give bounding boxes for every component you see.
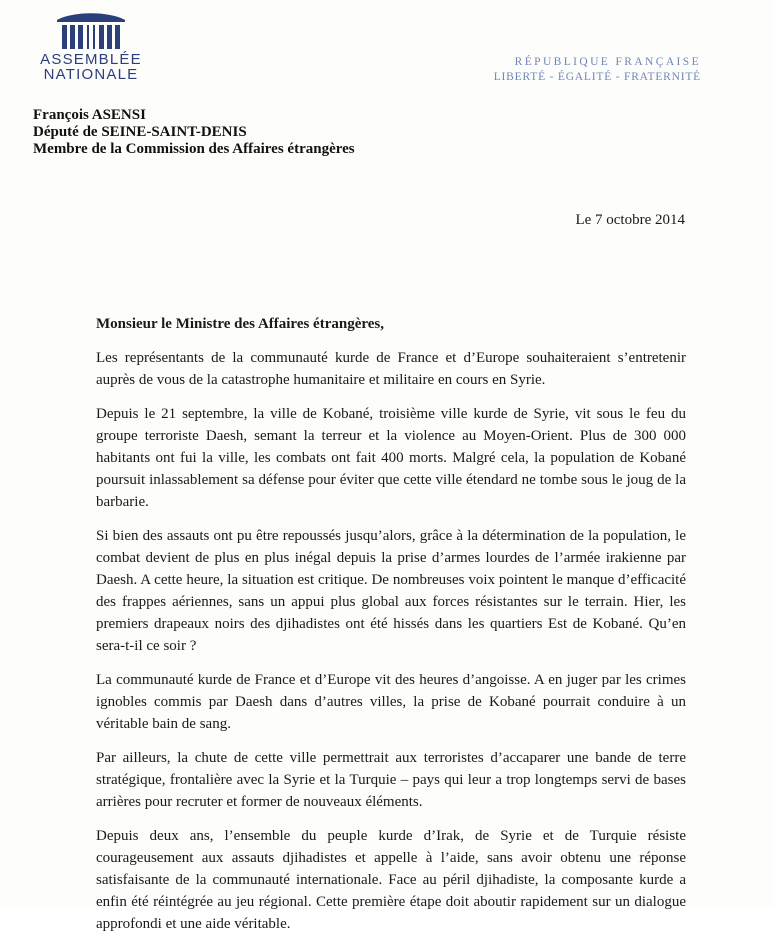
paragraph: Si bien des assauts ont pu être repoussés jusqu’alors, grâce à la détermination de la population, le combat devient de plus en plus inégal depuis la prise d’armes lourdes de l’armée irakienne par Daesh. A cette heure, la situation est critique. De nombreuses voix pointent le manque d’efficacité des frappes aériennes, sans un appui plus global aux forces résistantes sur le terrain. Hier, les premiers drapeaux noirs des djihadistes ont été hissés dans les quartiers Est de Kobané. Qu’en sera-t-il ce soir ?	[96, 528, 686, 654]
sender-block	[33, 107, 355, 158]
republic-title: RÉPUBLIQUE FRANÇAISE	[514, 56, 701, 68]
letter-body	[96, 313, 686, 947]
republic-motto: LIBERTÉ - ÉGALITÉ - FRATERNITÉ	[493, 71, 701, 83]
assemblee-nationale-columns-icon	[51, 8, 131, 52]
logo-text-line1: ASSEMBLÉE	[40, 51, 142, 68]
sender-role: Député de SEINE-SAINT-DENIS	[33, 124, 247, 140]
sender-commission: Membre de la Commission des Affaires étrangères	[33, 141, 355, 157]
paragraph: Les représentants de la communauté kurde de France et d’Europe souhaiteraient s’entretenir auprès de vous de la catastrophe humanitaire et militaire en cours en Syrie.	[96, 350, 686, 388]
republic-motto-block	[494, 55, 701, 85]
paragraph: Depuis deux ans, l’ensemble du peuple kurde d’Irak, de Syrie et de Turquie résiste courageusement aux assauts djihadistes et appelle à l’aide, sans avoir obtenu une réponse satisfaisante de la communauté internationale. Face au péril djihadiste, la composante kurde a enfin été réintégrée au jeu régional. Cette première étape doit aboutir rapidement sur un dialogue approfondi et une aide véritable.	[96, 828, 686, 932]
sender-name: François ASENSI	[33, 107, 146, 123]
assemblee-nationale-logo	[36, 8, 146, 82]
paragraph: La communauté kurde de France et d’Europe vit des heures d’angoisse. A en juger par les crimes ignobles commis par Daesh dans d’autres villes, la prise de Kobané pourrait conduire à un véritable bain de sang.	[96, 672, 686, 732]
letter-date: Le 7 octobre 2014	[575, 212, 685, 228]
salutation: Monsieur le Ministre des Affaires étrangères,	[96, 316, 385, 332]
paragraph: Depuis le 21 septembre, la ville de Kobané, troisième ville kurde de Syrie, vit sous le feu du groupe terroriste Daesh, semant la terreur et la violence au Moyen-Orient. Plus de 300 000 habitants ont fui la ville, les combats ont fait 400 morts. Malgré cela, la population de Kobané poursuit inlassablement sa défense pour éviter que cette ville étendard ne tombe sous le joug de la barbarie.	[96, 406, 686, 510]
logo-text-line2: NATIONALE	[43, 66, 139, 83]
paragraph: Par ailleurs, la chute de cette ville permettrait aux terroristes d’accaparer une bande de terre stratégique, frontalière avec la Syrie et la Turquie – pays qui leur a trop longtemps servi de bases arrières pour recruter et former de nouveaux éléments.	[96, 750, 686, 810]
